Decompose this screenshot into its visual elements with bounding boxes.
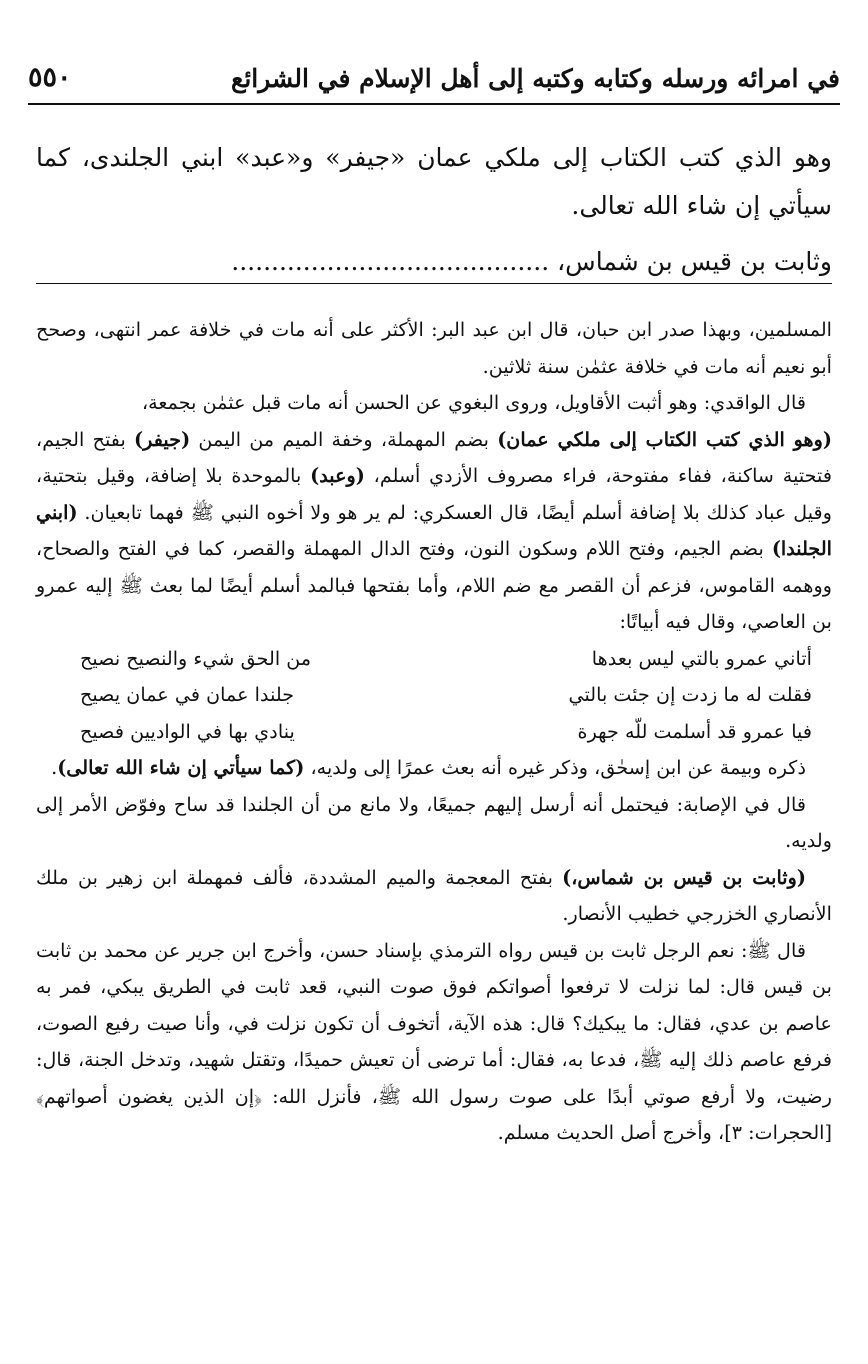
running-title: في امرائه ورسله وكتابه وكتبه إلى أهل الإسلام في الشرائع [231,64,840,93]
page-header [28,58,840,104]
commentary [36,312,832,1152]
poem-verses [36,641,832,751]
verse-line [80,714,812,751]
quoted-main-text: (جيفر) [134,427,191,451]
commentary-text: ذكره وبيمة عن ابن إسحٰق، وذكر غيره أنه بعث عمرًا إلى ولديه، [304,756,806,779]
main-text-phrase: وثابت بن قيس بن شماس، [557,247,832,276]
ellipsis-dots: ........................................ [231,247,550,276]
commentary-paragraph [36,422,832,641]
commentary-paragraph: قال في الإصابة: فيحتمل أنه أرسل إليهم جميعًا، ولا مانع من أن الجلندا قد ساح وفوّض الأمر إلى ولديه. [36,792,832,852]
section-divider [36,283,832,284]
commentary-text: بضم المهملة، وخفة الميم من اليمن [190,427,498,451]
commentary-paragraph [36,860,832,933]
commentary-paragraph: قال ﷺ: نعم الرجل ثابت بن قيس رواه الترمذي بإسناد حسن، وأخرج ابن جرير عن محمد بن ثابت بن قيس قال: لما نزلت لا ترفعوا أصواتكم فوق صوت النبي، قعد ثابت في الطريق يبكي، فمر به عاصم بن عدي، فقال: ما يبكيك؟ قال: هذه الآية، أتخوف أن تكون نزلت في، وأنا صيت رفيع الصوت، فرفع عاصم ذلك إليه ﷺ، فدعا به، فقال: أما ترضى أن تعيش حميدًا، وتقتل شهيد، وتدخل الجنة، قال: رضيت، ولا أرفع صوتي أبدًا على صوت رسول الله ﷺ، فأنزل الله: ﴿إن الذين يغضون أصواتهم﴾ [الحجرات: ٣]، وأخرج أصل الحديث مسلم. [36,938,832,1144]
quoted-main-text: (وثابت بن قيس بن شماس،) [562,865,806,889]
main-text-line-continued [36,238,832,286]
commentary-text: . [51,756,58,779]
verse-second-hemistich: ينادي بها في الواديين فصيح [80,719,295,743]
verse-first-hemistich: فقلت له ما زدت إن جئت بالتي [568,683,812,706]
commentary-text: بفتح الجيم، فتحتية ساكنة، ففاء مفتوحة، فراء مصروف الأزدي أسلم، [36,427,833,487]
header-rule [28,103,840,105]
page-number: ٥٥٠ [28,62,72,93]
verse-first-hemistich: أتاني عمرو بالتي ليس بعدها [591,646,812,670]
commentary-text: بفتح المعجمة والميم المشددة، فألف فمهملة ابن زهير بن ملك الأنصاري الخزرجي خطيب الأنصار. [36,865,832,925]
verse-line [80,641,812,678]
verse-second-hemistich: جلندا عمان في عمان يصيح [80,683,295,706]
commentary-text: بالموحدة بلا إضافة، وقيل بتحتية، وقيل عباد كذلك بلا إضافة أسلم أيضًا، قال العسكري: لم ير هو ولا أخوه النبي ﷺ فهما تابعيان. [36,464,832,524]
quoted-main-text: (وعبد) [310,464,365,487]
quoted-main-text: (كما سيأتي إن شاء الله تعالى) [57,756,305,779]
verse-first-hemistich: فيا عمرو قد أسلمت للّه جهرة [577,719,812,743]
commentary-text: بضم الجيم، وفتح اللام وسكون النون، وفتح الدال المهملة والقصر، كما في الفتح والصحاح، ووهمه القاموس، فزعم أن القصر مع ضم اللام، وأما بفتحها فبالمد أسلم أيضًا لما بعث ﷺ إليه عمرو بن العاصي، وقال فيه أبياتًا: [36,537,832,633]
main-text-line: وهو الذي كتب الكتاب إلى ملكي عمان «جيفر» و«عبد» ابني الجلندى، كما سيأتي إن شاء الله تعالى. [36,143,832,220]
quoted-main-text: (وهو الذي كتب الكتاب إلى ملكي عمان) [497,427,833,451]
quoted-main-text: (ابني الجلندا) [36,500,832,560]
verse-second-hemistich: من الحق شيء والنصيح نصيح [80,646,312,670]
commentary-paragraph: المسلمين، وبهذا صدر ابن حبان، قال ابن عبد البر: الأكثر على أنه مات في خلافة عمر انتهى، وصحح أبو نعيم أنه مات في خلافة عثمٰن سنة ثلاثين. [36,318,832,378]
commentary-paragraph [36,750,832,787]
main-text [36,134,832,286]
verse-line [80,677,812,714]
commentary-paragraph: قال الواقدي: وهو أثبت الأقاويل، وروى البغوي عن الحسن أنه مات قبل عثمٰن بجمعة، [141,391,806,414]
